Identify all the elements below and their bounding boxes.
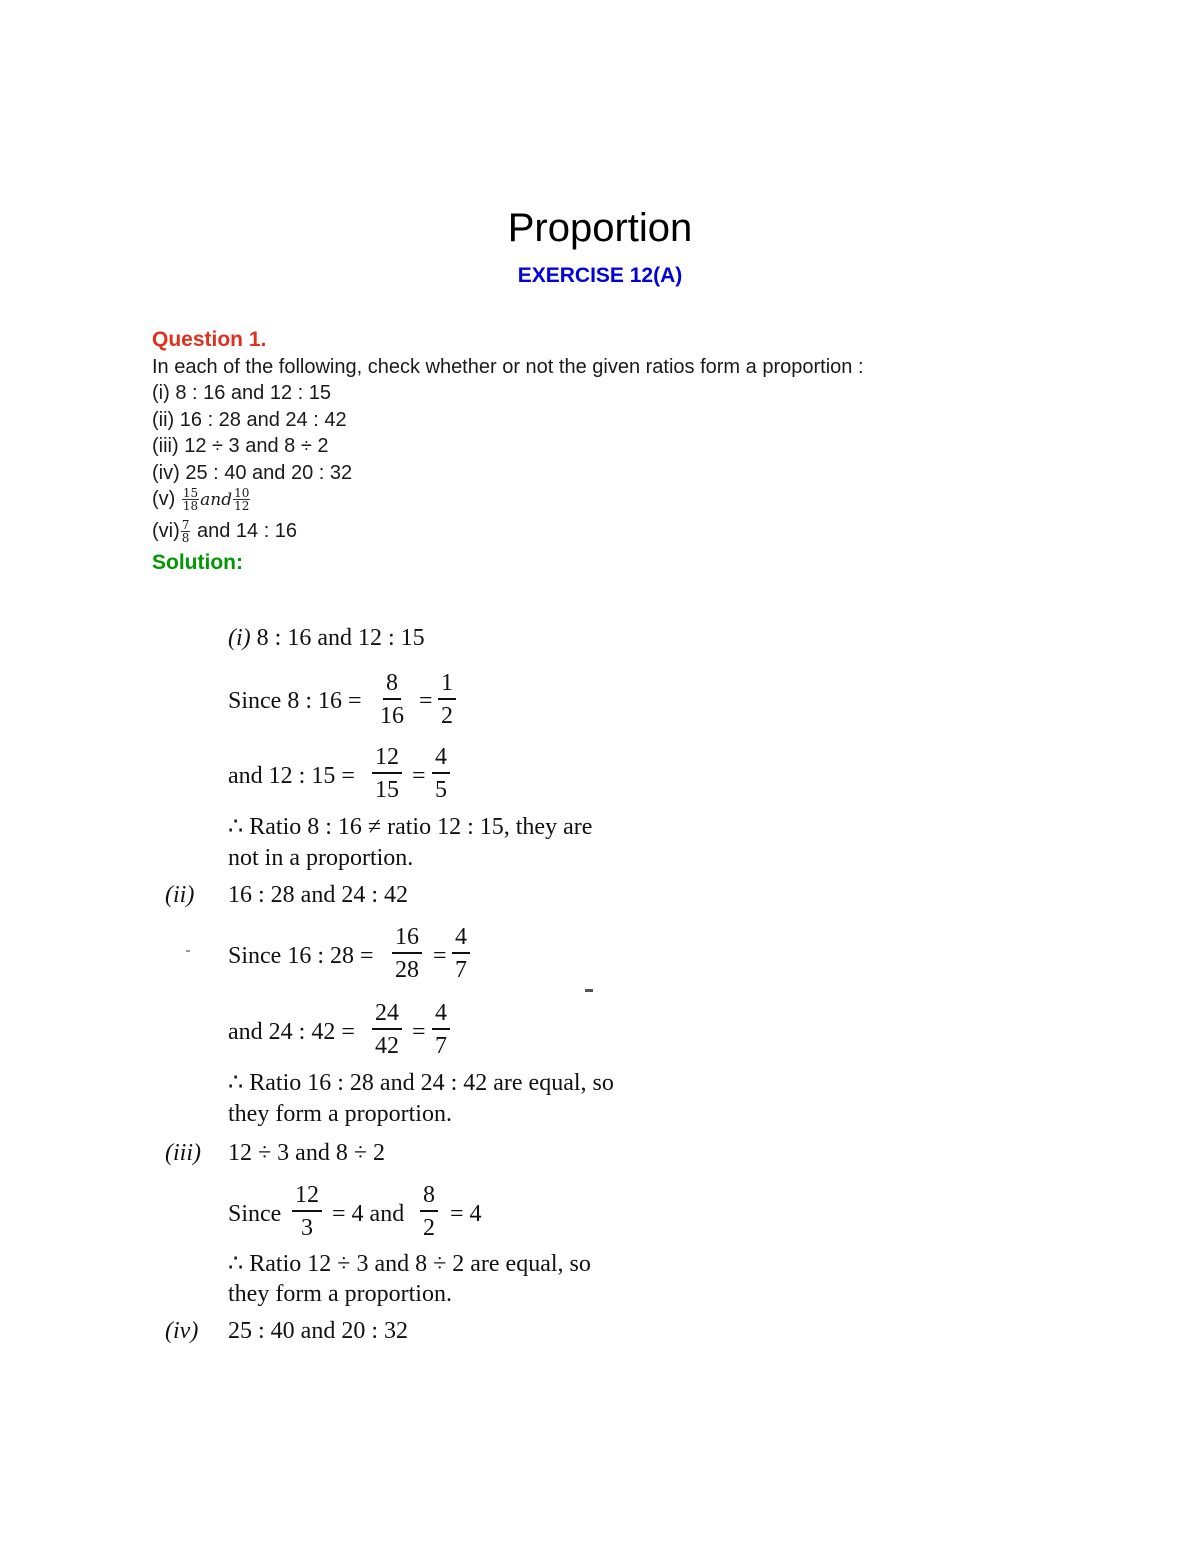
sol-ii-head: 16 : 28 and 24 : 42 (228, 882, 408, 908)
sol-ii-label: (ii) (165, 882, 195, 908)
sol-ii-and: and 24 : 42 = (228, 1019, 355, 1045)
question-label: Question 1. (152, 328, 267, 351)
sol-i-g2-num: 4 (432, 742, 450, 774)
sol-ii-frac-2 (452, 922, 470, 986)
page-title: Proportion (507, 206, 693, 250)
sol-i-equals: = (419, 688, 433, 714)
item5-f1-den: 18 (182, 499, 199, 514)
sol-i-f1-den: 16 (380, 703, 404, 729)
sol-i-frac-2 (438, 668, 456, 732)
question-item-4: (iv) 25 : 40 and 20 : 32 (152, 461, 353, 484)
sol-ii-f2-num: 4 (452, 922, 470, 954)
sol-ii-equals: = (433, 943, 447, 969)
item5-prefix: (v) (152, 488, 176, 510)
sol-iii-f2-den: 2 (423, 1215, 435, 1241)
sol-iii-frac-1 (292, 1180, 322, 1244)
question-item-3: (iii) 12 ÷ 3 and 8 ÷ 2 (152, 435, 329, 457)
sol-i-frac-3 (372, 742, 402, 806)
sol-i-since: Since 8 : 16 = (228, 688, 362, 714)
sol-i-heading (228, 624, 425, 652)
sol-i-f2-num: 1 (438, 668, 456, 700)
sol-i-frac-1 (380, 668, 404, 732)
sol-i-g1-num: 12 (372, 742, 402, 774)
item5-f2-den: 12 (234, 499, 250, 514)
sol-ii-frac-3 (372, 998, 402, 1062)
sol-iii-label: (iii) (165, 1140, 201, 1166)
sol-iii-f1-den: 3 (301, 1215, 313, 1241)
item6-num: 7 (181, 518, 190, 533)
sol-ii-g1-num: 24 (372, 998, 402, 1030)
sol-i-f2-den: 2 (441, 703, 453, 729)
sol-iv-label: (iv) (165, 1318, 199, 1344)
item5-f2-num: 10 (234, 486, 250, 501)
sol-ii-equals-2: = (412, 1019, 426, 1045)
solution-label: Solution: (152, 551, 243, 574)
sol-ii-since: Since 16 : 28 = (228, 943, 374, 969)
sol-iii-conclusion-1: ∴ Ratio 12 ÷ 3 and 8 ÷ 2 are equal, so (228, 1251, 591, 1277)
exercise-heading: EXERCISE 12(A) (517, 264, 683, 287)
scan-speck (585, 989, 593, 992)
sol-ii-f1-den: 28 (395, 957, 419, 983)
item6-prefix: (vi) (152, 520, 180, 542)
sol-i-conclusion-2: not in a proportion. (228, 845, 414, 871)
sol-iii-head: 12 ÷ 3 and 8 ÷ 2 (228, 1140, 385, 1166)
sol-i-label: (i) (228, 625, 251, 651)
sol-ii-frac-1 (392, 922, 422, 986)
sol-iii-f2-num: 8 (420, 1180, 438, 1212)
sol-i-g2-den: 5 (435, 777, 447, 803)
question-prompt: In each of the following, check whether or not the given ratios form a proportion : (152, 355, 864, 378)
scan-speck (186, 950, 190, 952)
sol-i-frac-4 (432, 742, 450, 806)
sol-ii-frac-4 (432, 998, 450, 1062)
sol-i-and: and 12 : 15 = (228, 763, 355, 789)
item5-and: and (200, 490, 233, 510)
sol-iii-f1-num: 12 (292, 1180, 322, 1212)
sol-ii-g1-den: 42 (375, 1033, 399, 1059)
sol-iii-frac-2 (420, 1180, 438, 1244)
sol-iv-head: 25 : 40 and 20 : 32 (228, 1318, 408, 1344)
sol-iii-since: Since (228, 1201, 282, 1227)
sol-ii-f1-num: 16 (392, 922, 422, 954)
sol-ii-conclusion-2: they form a proportion. (228, 1101, 452, 1127)
sol-ii-g2-num: 4 (432, 998, 450, 1030)
sol-ii-g2-den: 7 (435, 1033, 447, 1059)
sol-i-g1-den: 15 (375, 777, 399, 803)
question-item-1: (i) 8 : 16 and 12 : 15 (152, 382, 332, 404)
item6-den: 8 (181, 531, 190, 546)
sol-ii-f2-den: 7 (455, 957, 467, 983)
sol-iii-conclusion-2: they form a proportion. (228, 1281, 452, 1307)
sol-i-f1-num: 8 (383, 668, 401, 700)
sol-i-equals-2: = (412, 763, 426, 789)
item6-rest: and 14 : 16 (196, 520, 298, 542)
sol-i-head: 8 : 16 and 12 : 15 (256, 625, 425, 651)
item5-f1-num: 15 (182, 486, 199, 501)
sol-iii-end: = 4 (450, 1201, 482, 1227)
question-item-2: (ii) 16 : 28 and 24 : 42 (152, 408, 347, 431)
sol-i-conclusion-1: ∴ Ratio 8 : 16 ≠ ratio 12 : 15, they are (228, 814, 593, 840)
sol-ii-conclusion-1: ∴ Ratio 16 : 28 and 24 : 42 are equal, so (228, 1070, 614, 1096)
sol-iii-mid: = 4 and (332, 1201, 405, 1227)
